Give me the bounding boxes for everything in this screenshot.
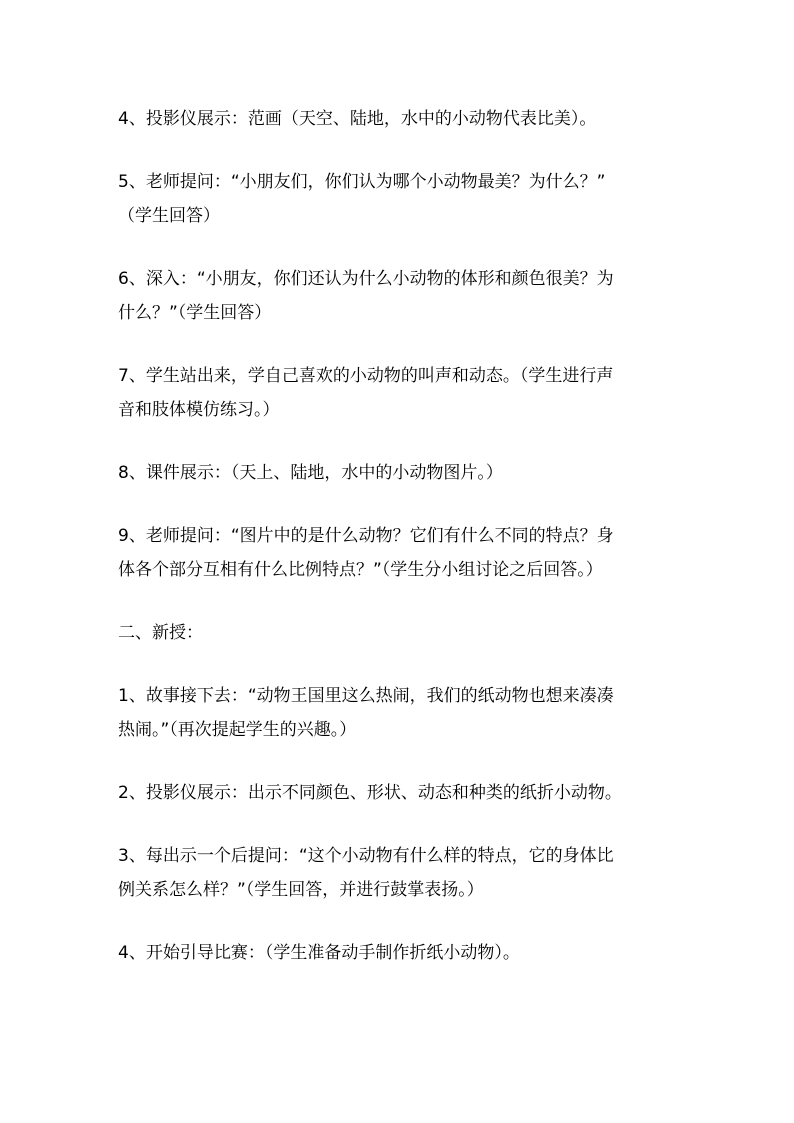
paragraph-line: 2、投影仪展示：出示不同颜色、形状、动态和种类的纸折小动物。 [118,783,622,803]
paragraph-3-show-and-ask [118,839,676,907]
paragraph-line: 体各个部分互相有什么比例特点？”（学生分小组讨论之后回答。） [118,560,603,580]
paragraph-line: 热闹。”（再次提起学生的兴趣。） [118,720,357,740]
paragraph-9-teacher-question [118,519,676,587]
paragraph-1-story [118,679,676,747]
paragraph-8-courseware [118,456,676,490]
paragraph-4-competition [118,936,676,970]
section-heading-new-lesson [118,616,676,650]
paragraph-2-projector [118,776,676,810]
paragraph-line: 音和肢体模仿练习。） [118,400,280,420]
paragraph-line: 6、深入：“小朋友，你们还认为什么小动物的体形和颜色很美？为 [118,269,614,289]
paragraph-line: 7、学生站出来，学自己喜欢的小动物的叫声和动态。（学生进行声 [118,366,614,386]
paragraph-6-deepen [118,262,676,330]
paragraph-line: （学生回答） [118,206,220,226]
section-heading: 二、新授： [118,623,203,643]
paragraph-7-students-imitate [118,359,676,427]
paragraph-line: 4、开始引导比赛：（学生准备动手制作折纸小动物）。 [118,943,520,963]
paragraph-line: 1、故事接下去：“动物王国里这么热闹，我们的纸动物也想来凑凑 [118,686,614,706]
paragraph-line: 5、老师提问：“小朋友们，你们认为哪个小动物最美？为什么？” [118,172,606,192]
paragraph-line: 4、投影仪展示：范画（天空、陆地，水中的小动物代表比美）。 [118,109,597,129]
paragraph-line: 3、每出示一个后提问：“这个小动物有什么样的特点，它的身体比 [118,846,614,866]
paragraph-line: 例关系怎么样？”（学生回答，并进行鼓掌表扬。） [118,880,484,900]
paragraph-line: 8、课件展示：（天上、陆地，水中的小动物图片。） [118,463,503,483]
paragraph-4-projector [118,102,676,136]
paragraph-line: 9、老师提问：“图片中的是什么动物？它们有什么不同的特点？身 [118,526,614,546]
paragraph-5-teacher-question [118,165,676,233]
document-body [118,102,676,999]
paragraph-line: 什么？”（学生回答） [118,303,272,323]
